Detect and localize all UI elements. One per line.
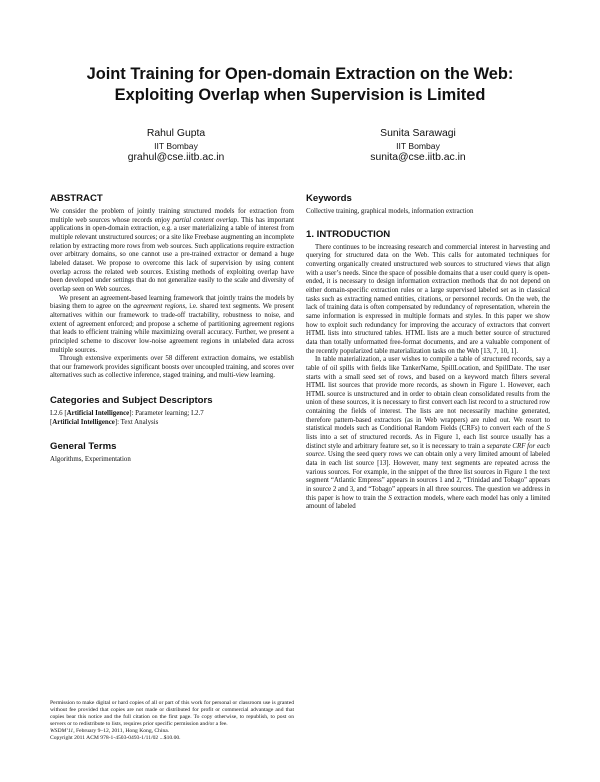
author-affiliation: IIT Bombay [396,141,440,151]
permission-text: Permission to make digital or hard copies of all or part of this work for personal or classroom use is granted without fee provided that copies are not made or distributed for profit or commercial advantage and that copies bear this notice and the full citation on the first page. To copy otherwise, to republish, to post on servers or to redistribute to lists, requires prior specific permission and/or a fee. [50,700,294,727]
abstract-paragraph-1: We consider the problem of jointly training structured models for extraction from multiple web sources whose records enjoy partial content overlap. This has important applications in open-domain extraction, e.g. a user materializing a table of interest from multiple relevant unstructured sources; or a site like Freebase augmenting an incomplete relation by extracting more rows from web sources. Such applications require extraction over arbitrary domains, so one cannot use a pre-trained extractor or demand a huge labeled dataset. We propose to overcome this lack of supervision by using content overlap across the related web sources. Existing methods of exploiting overlap have been developed under settings that do not generalize easily to the scale and diversity of overlap seen on Web sources. [50,208,294,293]
keywords-heading: Keywords [306,193,352,204]
left-column [50,193,294,465]
intro-paragraph-2: In table materialization, a user wishes to compile a table of structured records, say a table of oil spills with fields like TankerName, SpillLocation, and SpillDate. The user starts with a small seed set of rows, and based on a keyword match filters several HTML list sources that provide more records, as shown in Figure 1. However, each HTML source is unstructured and in order to obtain clean consolidated results from the union of these sources, it is necessary to first convert each list record to a structured row containing the fields of interest. The lists are not necessarily machine generated, therefore pattern-based extractors (as in Web wrappers) are ruled out. We resort to statistical models such as Conditional Random Fields (CRFs) to convert each of the S lists into a set of structured records. As in Figure 1, each list source usually has a distinct style and arbitrary feature set, so it is necessary to train a separate CRF for each source. Using the seed query rows we can obtain only a very limited amount of labeled data in each list source [13]. However, many text segments are repeated across the various sources. For example, in the snippet of the three list sources in Figure 1 the text segment “Atlantic Empress” appears in sources 1 and 2, “Trinidad and Tobago” appears in source 2 and 3, and “Tobago” appears in all three sources. The question we address in this paper is how to train the S extraction models, where each model has only a limited amount of labeled [306,356,551,511]
intro-paragraph-1: There continues to be increasing research and commercial interest in harvesting and querying for structured data on the Web. This calls for automated techniques for converting organically created unstructured web sources to structured views that align with a user’s needs. Since the space of possible domains that a user could query is open-ended, it is necessary to design information extraction methods that do not depend on either domain-specific extraction rules or a large supervised labeled set as in classical tasks such as extracting named entities, citations, or personnel records. On the web, the lack of training data is often compensated by redundancy of representation, wherein the same information is expressed in multiple formats and styles. In this paper we show how to exploit such redundancy for improving the accuracy of extractors that convert HTML lists into structured tables. HTML lists are a much better source of structured data than totally unformatted free-format documents, and are a valuable component of the recently popularized table materialization tasks on the Web [13, 7, 10, 1]. [306,243,550,355]
introduction-body [306,244,550,512]
title-line-2: Exploiting Overlap when Supervision is Limited [114,86,486,104]
abstract-heading: ABSTRACT [50,193,103,204]
general-terms-body: Algorithms, Experimentation [50,456,131,464]
venue-line: WSDM’11, February 9–12, 2011, Hong Kong, China. [50,728,170,734]
abstract-paragraph-3: Through extensive experiments over 58 different extraction domains, we establish that our framework provides significant boosts over uncoupled training, and scores over alternatives such as collective inference, staged training, and multi-view learning. [50,355,294,380]
author-email: grahul@cse.iitb.ac.in [127,152,225,163]
author-name: Rahul Gupta [146,128,206,139]
right-column [306,193,550,512]
author-block-1 [86,128,266,164]
general-terms-heading: General Terms [50,441,117,453]
paper-title [30,64,570,106]
category-line-1: I.2.6 [Artificial Intelligence]: Parameter learning; I.2.7 [50,410,204,418]
keywords-body: Collective training, graphical models, information extraction [306,208,474,215]
categories-heading: Categories and Subject Descriptors [50,395,213,407]
categories-body [50,410,294,427]
abstract-body [50,208,294,381]
author-block-2 [318,128,518,164]
category-line-2: [Artificial Intelligence]: Text Analysis [50,418,159,426]
copyright-line: Copyright 2011 ACM 978-1-4503-0493-1/11/02 ...$10.00. [50,735,181,741]
author-affiliation: IIT Bombay [154,141,198,151]
author-name: Sunita Sarawagi [380,128,456,139]
introduction-heading: 1. INTRODUCTION [306,228,391,240]
author-email: sunita@cse.iitb.ac.in [370,152,466,163]
title-line-1: Joint Training for Open-domain Extraction on the Web: [86,65,514,83]
permission-notice [50,700,294,742]
abstract-paragraph-2: We present an agreement-based learning framework that jointly trains the models by biasing them to agree on the agreement regions, i.e. shared text segments. We present alternatives within our framework to trade-off tractability, robustness to noise, and extent of agreement enforced; and propose a scheme of partitioning agreement regions that leads to efficient training while maximizing overall accuracy. Further, we present a principled scheme to discover low-noise agreement regions in unlabeled data across multiple sources. [50,294,294,354]
